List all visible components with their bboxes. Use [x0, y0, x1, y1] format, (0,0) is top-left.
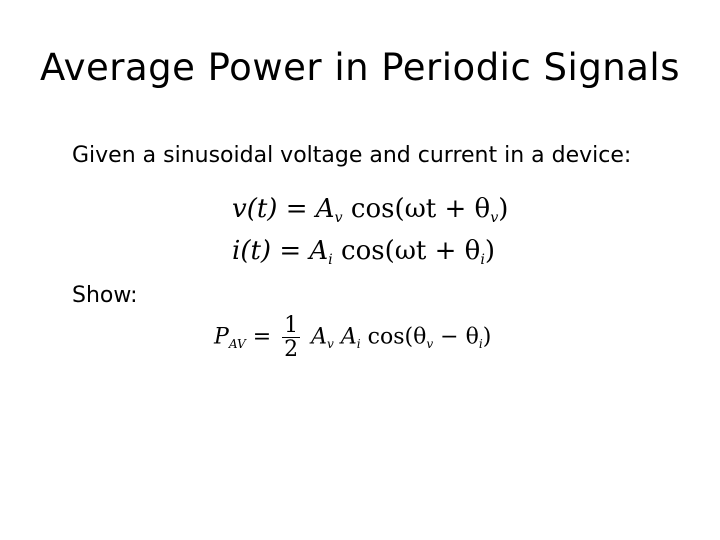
average-power-equation — [214, 314, 491, 361]
fraction-numerator: 1 — [284, 313, 299, 338]
current-cos-term: cos(ωt + θ — [341, 236, 481, 266]
equals-sign: = — [285, 194, 308, 224]
current-amplitude-factor-subscript: i — [356, 336, 361, 351]
current-lhs: i(t) — [232, 236, 272, 266]
current-close-paren: ) — [484, 236, 496, 266]
power-theta-i-subscript: i — [478, 336, 483, 351]
current-amplitude-factor: A — [340, 324, 357, 350]
power-lhs: P — [214, 324, 229, 350]
current-amplitude-subscript: i — [328, 252, 333, 268]
voltage-equation — [232, 196, 508, 225]
current-amplitude: A — [309, 236, 329, 266]
fraction-denominator: 2 — [284, 337, 299, 363]
equals-sign: = — [252, 324, 272, 350]
current-equation — [232, 238, 495, 267]
slide-title: Average Power in Periodic Signals — [39, 46, 680, 89]
one-half-fraction — [282, 314, 300, 361]
power-lhs-subscript: AV — [228, 336, 246, 351]
show-label: Show: — [72, 283, 138, 308]
power-minus-theta: − θ — [433, 324, 479, 350]
voltage-close-paren: ) — [498, 194, 509, 224]
power-close-paren: ) — [482, 324, 492, 350]
voltage-phase-subscript: v — [490, 210, 499, 226]
power-cos-term: cos(θ — [367, 324, 427, 350]
intro-text: Given a sinusoidal voltage and current in a device: — [72, 143, 632, 168]
power-theta-v-subscript: v — [426, 336, 434, 351]
voltage-amplitude-factor-subscript: v — [327, 336, 334, 351]
voltage-amplitude-subscript: v — [334, 210, 343, 226]
voltage-lhs: v(t) — [232, 194, 278, 224]
current-phase-subscript: i — [480, 252, 485, 268]
voltage-cos-term: cos(ωt + θ — [350, 194, 491, 224]
voltage-amplitude: A — [315, 194, 335, 224]
equals-sign: = — [279, 236, 302, 266]
voltage-amplitude-factor: A — [311, 324, 328, 350]
